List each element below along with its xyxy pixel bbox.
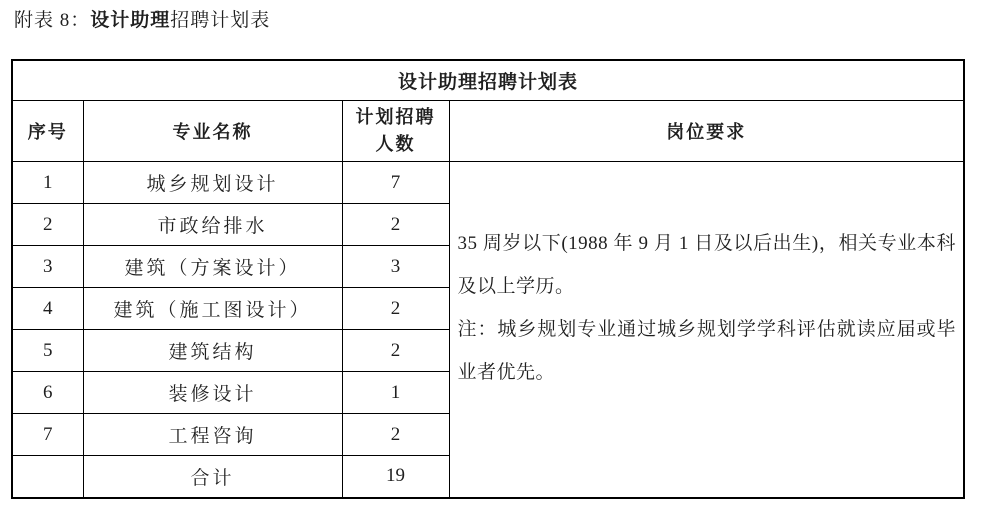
plan-count-cell: 1 xyxy=(342,372,449,414)
major-name-cell: 建筑（施工图设计） xyxy=(83,288,342,330)
total-label-cell: 合计 xyxy=(83,456,342,498)
row-no-cell: 7 xyxy=(12,414,83,456)
major-name-cell: 建筑（方案设计） xyxy=(83,246,342,288)
col-header-count-line1: 计划招聘 xyxy=(355,107,436,127)
table-title: 设计助理招聘计划表 xyxy=(12,60,964,101)
col-header-major: 专业名称 xyxy=(83,101,342,162)
plan-count-cell: 2 xyxy=(342,414,449,456)
major-name-cell: 城乡规划设计 xyxy=(83,162,342,204)
row-no-cell: 1 xyxy=(12,162,83,204)
major-name-cell: 市政给排水 xyxy=(83,204,342,246)
row-no-cell: 3 xyxy=(12,246,83,288)
plan-count-cell: 2 xyxy=(342,330,449,372)
plan-count-cell: 2 xyxy=(342,288,449,330)
row-no-cell: 5 xyxy=(12,330,83,372)
major-name-cell: 工程咨询 xyxy=(83,414,342,456)
row-no-cell: 4 xyxy=(12,288,83,330)
page-title-bold: 设计助理 xyxy=(90,10,171,31)
table-row xyxy=(12,162,964,204)
page-title-prefix: 附表 8： xyxy=(14,10,91,31)
col-header-requirements: 岗位要求 xyxy=(449,101,964,162)
plan-count-cell: 3 xyxy=(342,246,449,288)
plan-count-cell: 2 xyxy=(342,204,449,246)
page-title xyxy=(14,8,981,34)
requirements-paragraph-2: 注：城乡规划专业通过城乡规划学学科评估就读应届或毕业者优先。 xyxy=(457,319,957,384)
requirements-cell xyxy=(449,162,964,498)
plan-count-cell: 7 xyxy=(342,162,449,204)
major-name-cell: 装修设计 xyxy=(83,372,342,414)
col-header-count-line2: 人数 xyxy=(375,134,416,154)
row-no-cell: 6 xyxy=(12,372,83,414)
row-no-cell: 2 xyxy=(12,204,83,246)
col-header-no: 序号 xyxy=(12,101,83,162)
row-no-cell xyxy=(12,456,83,498)
table-title-row xyxy=(12,60,964,101)
total-count-cell: 19 xyxy=(342,456,449,498)
page-title-suffix: 招聘计划表 xyxy=(170,10,271,31)
table-header-row xyxy=(12,101,964,162)
recruitment-plan-table xyxy=(11,59,965,499)
major-name-cell: 建筑结构 xyxy=(83,330,342,372)
col-header-count xyxy=(342,101,449,162)
requirements-paragraph-1: 35 周岁以下(1988 年 9 月 1 日及以后出生)，相关专业本科及以上学历。 xyxy=(457,233,957,298)
